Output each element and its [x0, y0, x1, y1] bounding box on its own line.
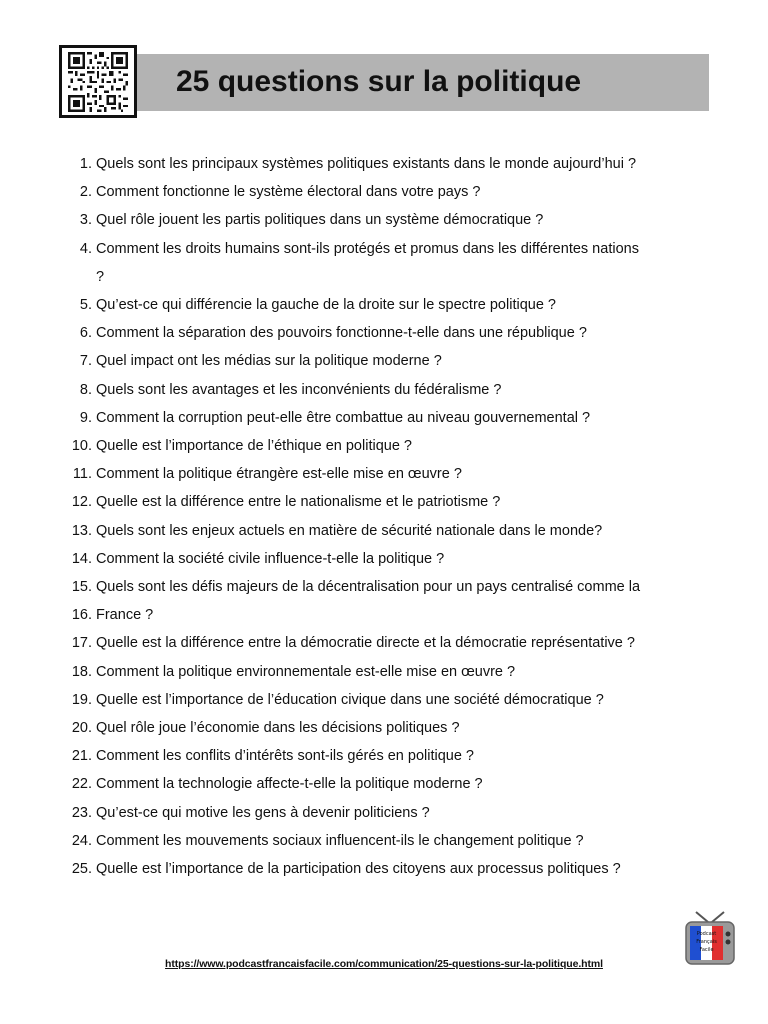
question-item: [0, 150, 768, 178]
question-number: 19.: [71, 691, 92, 708]
qr-code-icon: [68, 52, 128, 112]
question-item: [0, 178, 768, 206]
question-text: France ?: [96, 607, 154, 624]
question-text: Quelle est la différence entre la démocratie directe et la démocratie représentative ?: [96, 635, 635, 652]
question-text: Quel impact ont les médias sur la politique moderne ?: [96, 353, 442, 370]
question-number: 2.: [79, 184, 92, 201]
question-item: [0, 601, 768, 629]
question-number: 8.: [79, 381, 92, 398]
question-number: 11.: [72, 466, 92, 483]
question-text: Qu’est-ce qui motive les gens à devenir politiciens ?: [96, 804, 430, 821]
question-number: 10.: [71, 438, 92, 454]
question-item: [0, 291, 768, 319]
logo-text-2: Français: [696, 939, 717, 945]
question-text: Comment la politique étrangère est-elle mise en œuvre ?: [96, 466, 462, 483]
question-number: 16.: [71, 607, 92, 624]
question-item: [0, 460, 768, 488]
question-text: Comment fonctionne le système électoral dans votre pays ?: [96, 184, 481, 201]
question-number: 23.: [71, 804, 92, 821]
question-item: [0, 799, 768, 827]
question-number: 21.: [71, 748, 92, 765]
question-number: 14.: [71, 550, 92, 567]
question-text: Quels sont les avantages et les inconvénients du fédéralisme ?: [96, 381, 502, 398]
question-item: [0, 517, 768, 545]
question-number: 4.: [79, 240, 92, 257]
question-number: 18.: [71, 663, 92, 680]
question-text: Comment les mouvements sociaux influencent-ils le changement politique ?: [96, 832, 584, 849]
question-text: Qu’est-ce qui différencie la gauche de la droite sur le spectre politique ?: [96, 297, 556, 313]
question-text: Comment la politique environnementale est-elle mise en œuvre ?: [96, 663, 516, 680]
question-number: 25.: [71, 861, 92, 877]
question-item: [0, 658, 768, 686]
question-number: 1.: [79, 156, 92, 172]
question-item: [0, 376, 768, 404]
question-number: 7.: [79, 353, 92, 370]
question-item: [0, 686, 768, 714]
question-number: 13.: [71, 522, 92, 539]
question-text: Quels sont les enjeux actuels en matière de sécurité nationale dans le monde?: [96, 522, 603, 539]
question-item: [0, 855, 768, 883]
question-number: 15.: [71, 579, 92, 595]
question-item: [0, 347, 768, 375]
question-number: 20.: [71, 720, 92, 736]
qr-code-frame[interactable]: [59, 45, 137, 118]
question-item: [0, 827, 768, 855]
question-text: Comment la corruption peut-elle être combattue au niveau gouvernemental ?: [96, 409, 591, 426]
question-text: Quel rôle joue l’économie dans les décisions politiques ?: [96, 720, 460, 736]
question-text: Comment la séparation des pouvoirs fonctionne-t-elle dans une république ?: [96, 325, 587, 342]
question-number: 6.: [79, 325, 92, 342]
question-number: 24.: [71, 832, 92, 849]
question-text: Quelle est l’importance de l’éducation civique dans une société démocratique ?: [96, 691, 604, 708]
question-item: [0, 319, 768, 347]
question-item: [0, 404, 768, 432]
question-text: Comment la technologie affecte-t-elle la politique moderne ?: [96, 776, 483, 793]
question-text: Quels sont les défis majeurs de la décentralisation pour un pays centralisé comme la: [96, 579, 641, 595]
question-text: Comment la société civile influence-t-elle la politique ?: [96, 550, 445, 567]
question-number: 3.: [79, 212, 92, 229]
question-item: [0, 742, 768, 770]
question-item: [0, 629, 768, 657]
question-item: [0, 770, 768, 798]
question-item: [0, 235, 768, 291]
question-text: Quelle est l’importance de l’éthique en politique ?: [96, 438, 412, 454]
question-number: 17.: [71, 635, 92, 652]
question-item: [0, 545, 768, 573]
logo-text-1: Podcast: [696, 931, 717, 937]
question-item: [0, 488, 768, 516]
question-number: 5.: [79, 297, 92, 313]
question-text: Comment les droits humains sont-ils protégés et promus dans les différentes nations ?: [96, 240, 639, 285]
question-text: Quelle est l’importance de la participation des citoyens aux processus politiques ?: [96, 861, 621, 877]
question-number: 22.: [71, 776, 92, 793]
question-text: Quel rôle jouent les partis politiques dans un système démocratique ?: [96, 212, 544, 229]
question-text: Quels sont les principaux systèmes politiques existants dans le monde aujourd’hui ?: [96, 156, 637, 172]
question-item: [0, 432, 768, 460]
question-text: Comment les conflits d’intérêts sont-ils gérés en politique ?: [96, 748, 474, 765]
question-number: 9.: [79, 409, 92, 426]
source-url-link[interactable]: https://www.podcastfrancaisfacile.com/communication/25-questions-sur-la-politique.html: [165, 958, 603, 970]
question-text: Quelle est la différence entre le nationalisme et le patriotisme ?: [96, 494, 501, 511]
question-number: 12.: [71, 494, 92, 511]
question-item: [0, 714, 768, 742]
question-item: [0, 573, 768, 601]
question-item: [0, 206, 768, 234]
page-title: 25 questions sur la politique: [176, 65, 582, 98]
logo-text-3: Facile: [699, 947, 714, 953]
